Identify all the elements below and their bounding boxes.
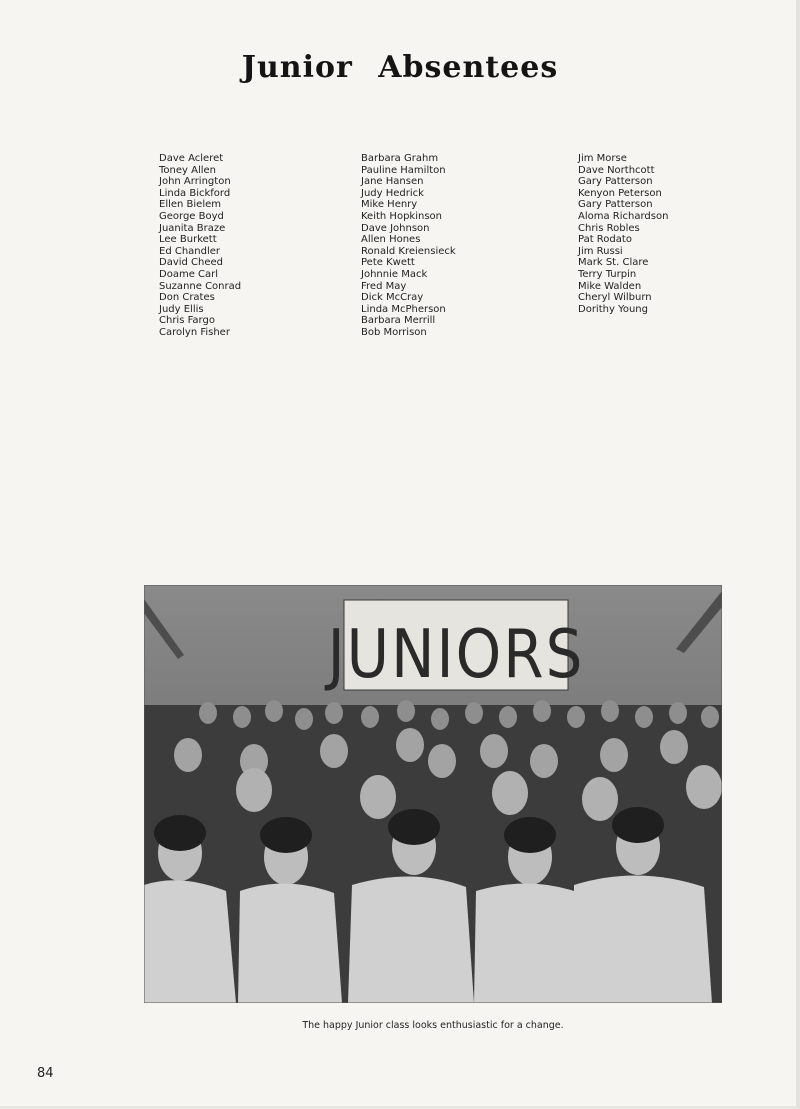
student-name: Terry Turpin — [578, 268, 637, 280]
student-name: Linda Bickford — [159, 187, 231, 199]
juniors-banner — [324, 600, 585, 693]
student-name: Mike Henry — [361, 199, 418, 211]
student-name: Toney Allen — [159, 164, 217, 176]
student-name: Jim Russi — [578, 245, 623, 257]
student-name: Allen Hones — [361, 234, 421, 246]
student-name: George Boyd — [159, 210, 224, 222]
student-name: Mark St. Clare — [578, 257, 649, 269]
student-name: Ellen Bielem — [159, 199, 222, 211]
names-column-3 — [578, 153, 668, 315]
student-name: Dick McCray — [361, 292, 424, 304]
names-column-1 — [159, 153, 241, 339]
student-name: Barbara Merrill — [361, 315, 436, 327]
student-name: Keith Hopkinson — [361, 210, 442, 222]
student-name: Ronald Kreiensieck — [361, 245, 456, 257]
student-name: Carolyn Fisher — [159, 326, 230, 338]
class-photo — [144, 585, 722, 1003]
student-name: Bob Morrison — [361, 326, 427, 338]
student-name: Gary Patterson — [578, 176, 653, 188]
student-name: Dave Johnson — [361, 222, 430, 234]
student-name: Kenyon Peterson — [578, 187, 662, 199]
student-name: Dave Acleret — [159, 153, 224, 164]
student-name: Dorithy Young — [578, 303, 648, 315]
student-name: Linda McPherson — [361, 303, 446, 315]
student-name: Pete Kwett — [361, 257, 415, 269]
student-name: Aloma Richardson — [578, 210, 669, 222]
banner-text: JUNIORS — [327, 615, 585, 694]
student-name: Johnnie Mack — [361, 268, 428, 280]
student-name: David Cheed — [159, 257, 224, 269]
student-name: Judy Ellis — [159, 303, 204, 315]
student-name: Jane Hansen — [361, 176, 424, 188]
student-name: Jim Morse — [578, 153, 627, 164]
page-number: 84 — [37, 1066, 54, 1081]
student-name: Barbara Grahm — [361, 153, 439, 164]
student-name: Doame Carl — [159, 268, 219, 280]
student-name: Dave Northcott — [578, 164, 655, 176]
photo-caption: The happy Junior class looks enthusiastic for a change. — [302, 1020, 564, 1031]
student-name: Juanita Braze — [159, 222, 226, 234]
student-name: Cheryl Wilburn — [578, 292, 652, 304]
student-name: Suzanne Conrad — [159, 280, 242, 292]
student-name: Lee Burkett — [159, 234, 217, 246]
student-name: Pat Rodato — [578, 234, 632, 246]
student-name: Fred May — [361, 280, 407, 292]
student-name: John Arrington — [159, 176, 231, 188]
names-column-2 — [361, 153, 456, 339]
student-name: Chris Robles — [578, 222, 640, 234]
page-title: Junior Absentees — [241, 50, 559, 85]
student-name: Judy Hedrick — [361, 187, 424, 199]
student-name: Gary Patterson — [578, 199, 653, 211]
student-name: Pauline Hamilton — [361, 164, 446, 176]
student-name: Mike Walden — [578, 280, 642, 292]
student-name: Don Crates — [159, 292, 215, 304]
student-name: Chris Fargo — [159, 315, 215, 327]
student-name: Ed Chandler — [159, 245, 221, 257]
